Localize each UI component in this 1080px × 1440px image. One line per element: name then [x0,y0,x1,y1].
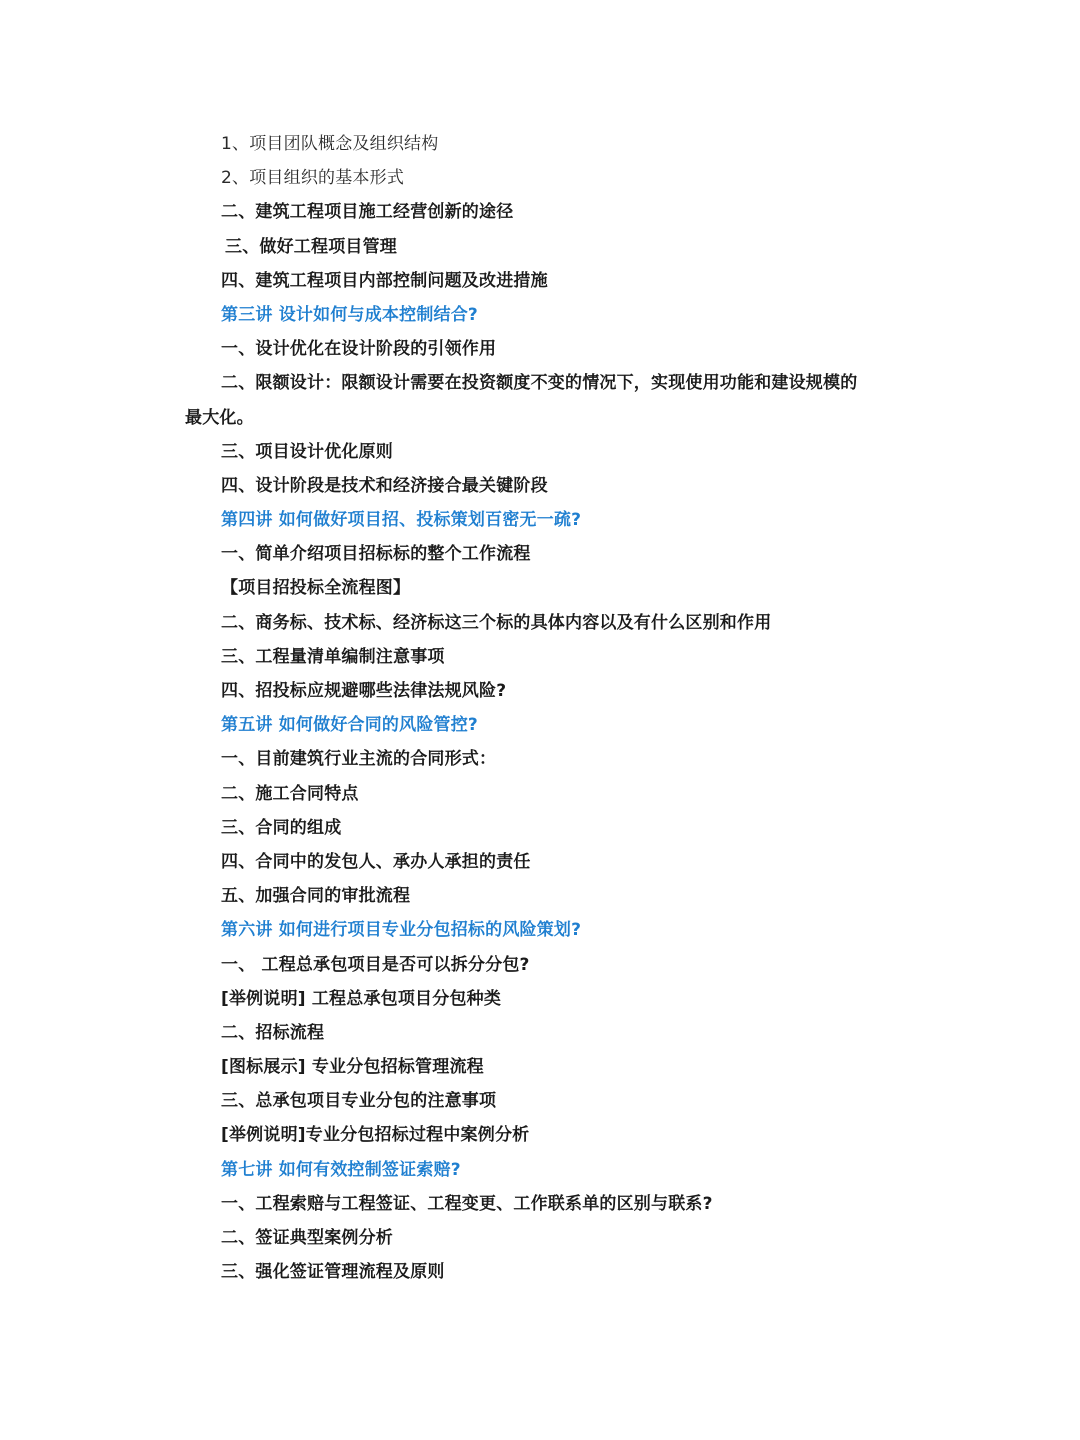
figure-note: 【项目招投标全流程图】 [221,578,411,599]
section-item: 三、总承包项目专业分包的注意事项 [221,1091,497,1112]
section-item: 一、工程索赔与工程签证、工程变更、工作联系单的区别与联系? [221,1193,713,1214]
section-item: 二、施工合同特点 [221,783,359,804]
section-item: 二、建筑工程项目施工经营创新的途径 [221,202,514,223]
section-item: 四、设计阶段是技术和经济接合最关键阶段 [221,475,548,496]
section-item: 三、工程量清单编制注意事项 [221,646,445,667]
outline-item: 2、项目组织的基本形式 [221,168,405,189]
example-note: [举例说明]专业分包招标过程中案例分析 [221,1125,530,1146]
section-item: 四、招投标应规避哪些法律法规风险? [221,681,507,701]
section-item: 一、设计优化在设计阶段的引领作用 [221,339,497,360]
section-item: 二、商务标、技术标、经济标这三个标的具体内容以及有什么区别和作用 [221,612,772,633]
lecture-heading: 第六讲 如何进行项目专业分包招标的风险策划? [221,920,582,941]
section-item: 二、招标流程 [221,1022,325,1043]
section-item-continuation: 最大化。 [185,407,254,428]
section-item: 一、 工程总承包项目是否可以拆分分包? [221,954,530,975]
section-item: 三、做好工程项目管理 [225,236,397,257]
section-item: 四、合同中的发包人、承办人承担的责任 [221,851,531,872]
section-item: 三、强化签证管理流程及原则 [221,1262,445,1283]
section-item: 二、限额设计：限额设计需要在投资额度不变的情况下，实现使用功能和建设规模的 [221,373,858,394]
figure-note: [图标展示] 专业分包招标管理流程 [221,1057,484,1078]
lecture-heading: 第五讲 如何做好合同的风险管控? [221,715,478,736]
section-item: 二、签证典型案例分析 [221,1228,393,1248]
section-item: 一、目前建筑行业主流的合同形式： [221,749,497,770]
section-item: 三、项目设计优化原则 [221,441,393,462]
outline-item: 1、项目团队概念及组织结构 [221,134,439,154]
section-item: 四、建筑工程项目内部控制问题及改进措施 [221,270,548,291]
lecture-heading: 第四讲 如何做好项目招、投标策划百密无一疏? [221,510,582,531]
section-item: 五、加强合同的审批流程 [221,886,411,907]
section-item: 三、合同的组成 [221,817,342,838]
lecture-heading: 第三讲 设计如何与成本控制结合? [221,304,478,325]
example-note: [举例说明] 工程总承包项目分包种类 [221,988,502,1009]
section-item: 一、简单介绍项目招标标的整个工作流程 [221,544,531,565]
document-page [0,127,1080,1289]
lecture-heading: 第七讲 如何有效控制签证索赔? [221,1159,461,1180]
